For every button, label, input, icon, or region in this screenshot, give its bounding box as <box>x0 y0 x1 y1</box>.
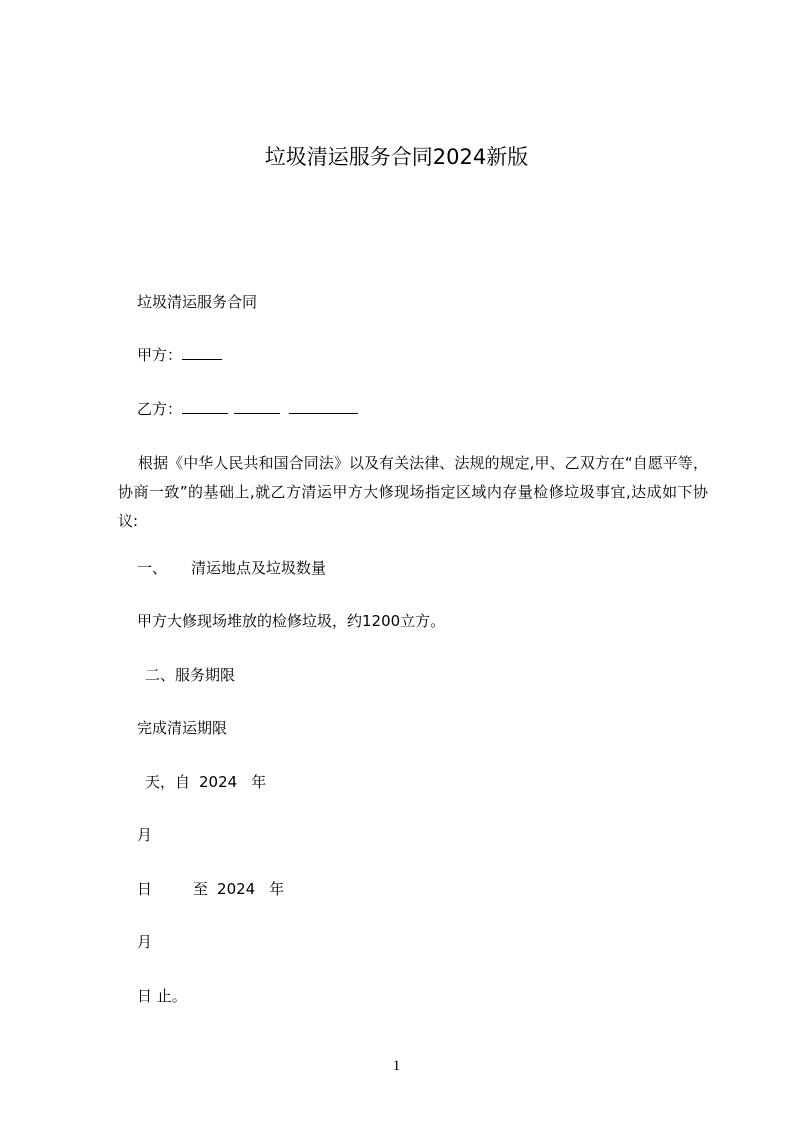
section-1-body: 甲方大修现场堆放的检修垃圾，约1200立方。 <box>137 612 446 630</box>
party-b-blank-1 <box>182 399 228 414</box>
section-1-heading <box>137 558 326 578</box>
section-1-number: 一、 <box>137 559 168 577</box>
contract-subtitle: 垃圾清运服务合同 <box>137 293 258 311</box>
section-2-heading: 二、服务期限 <box>145 666 236 684</box>
preamble-paragraph: 根据《中华人民共和国合同法》以及有关法律、法规的规定,甲、乙双方在“自愿平等，协商一致”的基础上,就乙方清运甲方大修现场指定区域内存量检修垃圾事宜,达成如下协议: <box>118 454 708 530</box>
days-text: 天，自 <box>145 773 191 791</box>
start-day-char: 日 <box>137 880 153 898</box>
end-date-line <box>137 879 284 899</box>
end-year: 2024 <box>217 880 256 898</box>
end-month: 月 <box>137 933 153 951</box>
document-title: 垃圾清运服务合同2024新版 <box>264 145 529 169</box>
start-date-line <box>145 772 266 792</box>
start-year: 2024 <box>199 773 238 791</box>
to-char: 至 <box>193 880 209 898</box>
page-number: 1 <box>392 1058 401 1074</box>
section-2-body: 完成清运期限 <box>137 719 228 737</box>
party-b-line <box>137 399 358 419</box>
end-year-char: 年 <box>269 880 285 898</box>
end-day-line: 日 止。 <box>137 987 187 1005</box>
party-b-blank-3 <box>289 399 358 414</box>
section-1-title: 清运地点及垃圾数量 <box>191 559 327 577</box>
start-year-char: 年 <box>251 773 267 791</box>
party-a-blank <box>182 345 222 360</box>
start-month: 月 <box>137 826 153 844</box>
party-b-label: 乙方： <box>137 400 183 418</box>
party-b-blank-2 <box>234 399 280 414</box>
party-a-label: 甲方： <box>137 346 183 364</box>
party-a-line <box>137 345 222 365</box>
